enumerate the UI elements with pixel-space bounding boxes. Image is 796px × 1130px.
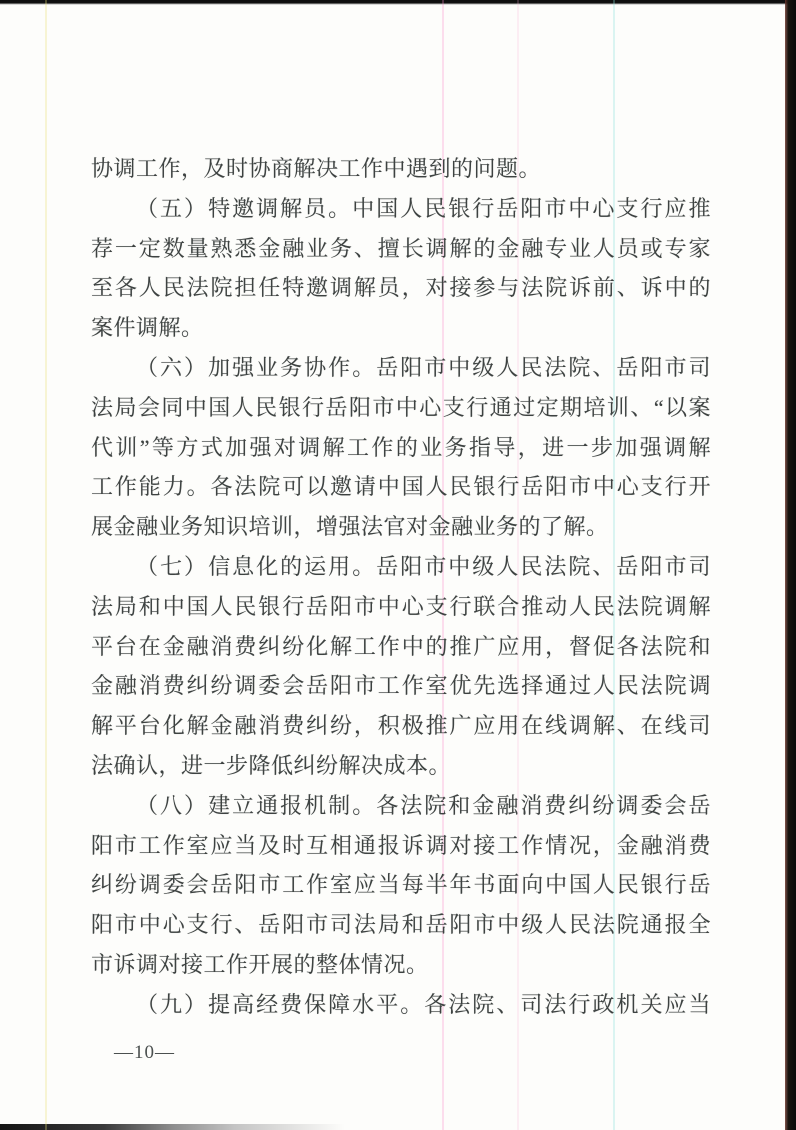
text-line: 荐一定数量熟悉金融业务、擅长调解的金融专业人员或专家	[91, 235, 711, 261]
text-line: 阳市工作室应当及时互相通报诉调对接工作情况，金融消费	[91, 832, 711, 858]
text-line: 工作能力。各法院可以邀请中国人民银行岳阳市中心支行开	[91, 474, 711, 500]
text-line: 法局和中国人民银行岳阳市中心支行联合推动人民法院调解	[91, 593, 711, 619]
scan-edge-right	[785, 0, 796, 1130]
text-line: 解平台化解金融消费纠纷，积极推广应用在线调解、在线司	[91, 713, 711, 739]
scan-edge-top	[0, 0, 796, 5]
text-line: 纠纷调委会岳阳市工作室应当每半年书面向中国人民银行岳	[91, 872, 711, 898]
text-line: 法确认，进一步降低纠纷解决成本。	[91, 752, 452, 778]
scan-artifact-line	[45, 0, 47, 1130]
text-line: （八）建立通报机制。各法院和金融消费纠纷调委会岳	[136, 792, 711, 818]
text-line: 展金融业务知识培训，增强法官对金融业务的了解。	[91, 514, 609, 540]
text-line: 协调工作，及时协商解决工作中遇到的问题。	[91, 156, 542, 181]
document-body	[91, 149, 711, 1025]
text-line: 阳市中心支行、岳阳市司法局和岳阳市中级人民法院通报全	[91, 912, 711, 938]
text-line: 案件调解。	[91, 315, 204, 341]
text-line: （七）信息化的运用。岳阳市中级人民法院、岳阳市司	[136, 553, 711, 579]
text-line: 平台在金融消费纠纷化解工作中的推广应用，督促各法院和	[91, 633, 711, 659]
text-line: 市诉调对接工作开展的整体情况。	[91, 951, 429, 977]
text-line: 代训”等方式加强对调解工作的业务指导，进一步加强调解	[91, 434, 711, 460]
text-line: （六）加强业务协作。岳阳市中级人民法院、岳阳市司	[136, 354, 711, 380]
text-line: 至各人民法院担任特邀调解员，对接参与法院诉前、诉中的	[91, 275, 711, 301]
text-line: 金融消费纠纷调委会岳阳市工作室优先选择通过人民法院调	[91, 673, 711, 699]
text-line: 法局会同中国人民银行岳阳市中心支行通过定期培训、“以案	[91, 394, 711, 420]
text-line: （五）特邀调解员。中国人民银行岳阳市中心支行应推	[136, 195, 711, 221]
text-line: （九）提高经费保障水平。各法院、司法行政机关应当	[136, 991, 711, 1017]
scan-edge-bottom	[0, 1124, 345, 1130]
page-number: —10—	[114, 1042, 175, 1063]
